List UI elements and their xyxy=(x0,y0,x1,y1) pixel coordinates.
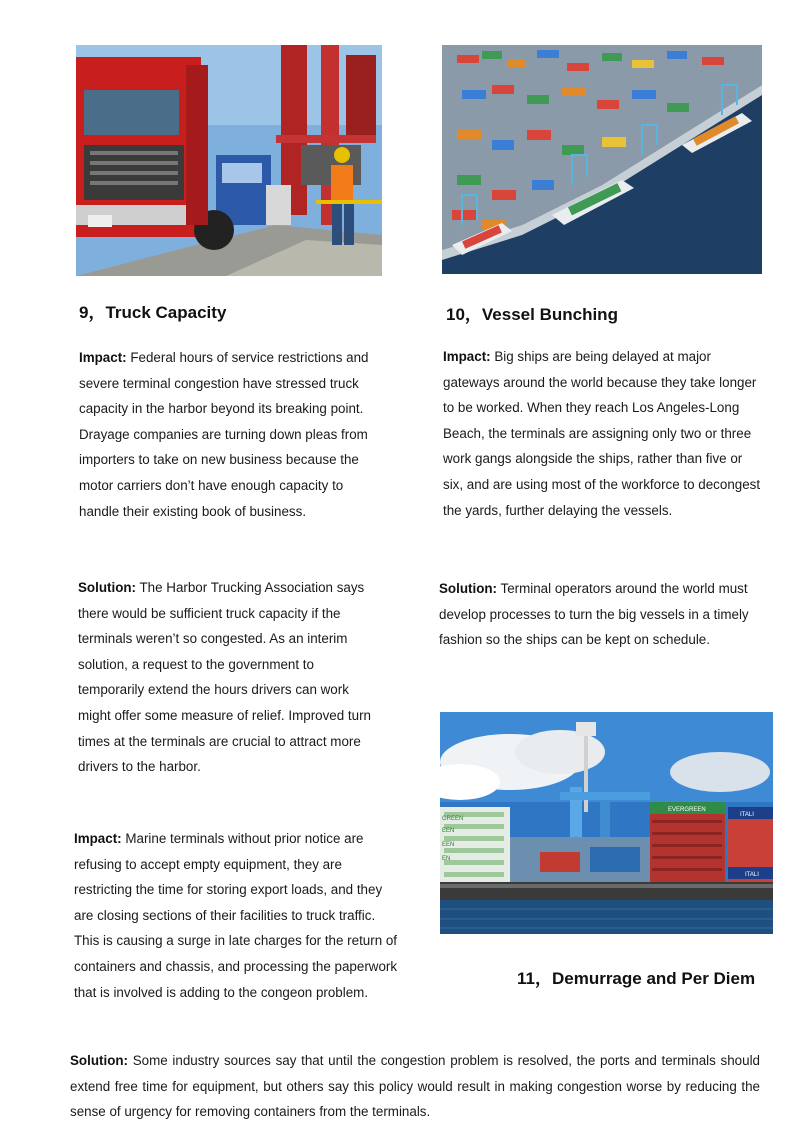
impact-text: Marine terminals without prior notice are refusing to accept empty equipment, they are restricting the time for storing export loads, and they are closing sections of their facilities to truck traffic. This is causing a surge in late charges for the return of containers and chassis, and processing the paperwork that is involved is adding to the congeon problem. xyxy=(74,831,398,1000)
heading-truck-capacity: 9，Truck Capacity xyxy=(79,303,227,322)
solution-text: Some industry sources say that until the congestion problem is resolved, the ports and terminals should extend free time for equipment, but others say this policy would result in making congestion worse by reducing the sense of urgency for removing containers from the terminals. xyxy=(70,1053,760,1120)
truck-photo xyxy=(76,45,382,276)
container-label-1: EEN xyxy=(442,828,455,834)
demurrage-solution-paragraph xyxy=(70,1048,760,1125)
container-label-itali-2: ITALI xyxy=(745,872,759,878)
container-label-3: EN xyxy=(442,856,451,862)
solution-label: Solution: xyxy=(70,1053,129,1068)
demurrage-impact-paragraph xyxy=(74,826,399,1005)
truck-solution-paragraph xyxy=(78,575,378,780)
solution-text: Terminal operators around the world must develop processes to turn the big vessels in a timely fashion so the ships can be kept on schedule. xyxy=(439,581,749,648)
port-photo xyxy=(440,712,773,934)
heading-vessel-bunching: 10，Vessel Bunching xyxy=(446,305,618,324)
solution-text: The Harbor Trucking Association says there would be sufficient truck capacity if the terminals weren’t so congested. As an interim solution, a request to the government to temporarily extend the hours drivers can work might offer some measure of relief. Improved turn times at the terminals are crucial to attract more drivers to the harbor. xyxy=(78,580,371,775)
container-port-photo-icon xyxy=(440,712,773,934)
impact-label: Impact: xyxy=(74,831,122,846)
truck-terminal-photo-icon xyxy=(76,45,382,276)
impact-label: Impact: xyxy=(443,349,491,364)
truck-impact-paragraph xyxy=(79,345,379,524)
impact-text: Federal hours of service restrictions and severe terminal congestion have stressed truck capacity in the harbor beyond its breaking point. Drayage companies are turning down pleas from importers to take on new business because the motor carriers don’t have enough capacity to handle their existing book of business. xyxy=(79,350,369,519)
vessel-impact-paragraph xyxy=(443,344,763,523)
container-label-2: EEN xyxy=(442,842,455,848)
heading-demurrage: 11，Demurrage and Per Diem xyxy=(517,969,756,988)
container-label-0: GREEN xyxy=(442,816,464,822)
container-label-evergreen: EVERGREEN xyxy=(668,807,706,813)
vessel-port-illustration-icon xyxy=(442,45,762,274)
solution-label: Solution: xyxy=(439,581,498,596)
impact-label: Impact: xyxy=(79,350,127,365)
container-label-itali-1: ITALI xyxy=(740,812,754,818)
impact-text: Big ships are being delayed at major gateways around the world because they take longer to be worked. When they reach Los Angeles-Long Beach, the terminals are assigning only two or three work gangs alongside the ships, rather than five or six, and are using most of the workforce to decongest the yards, further delaying the vessels. xyxy=(443,349,761,518)
vessel-illustration xyxy=(442,45,762,274)
solution-label: Solution: xyxy=(78,580,137,595)
vessel-solution-paragraph xyxy=(439,576,763,653)
